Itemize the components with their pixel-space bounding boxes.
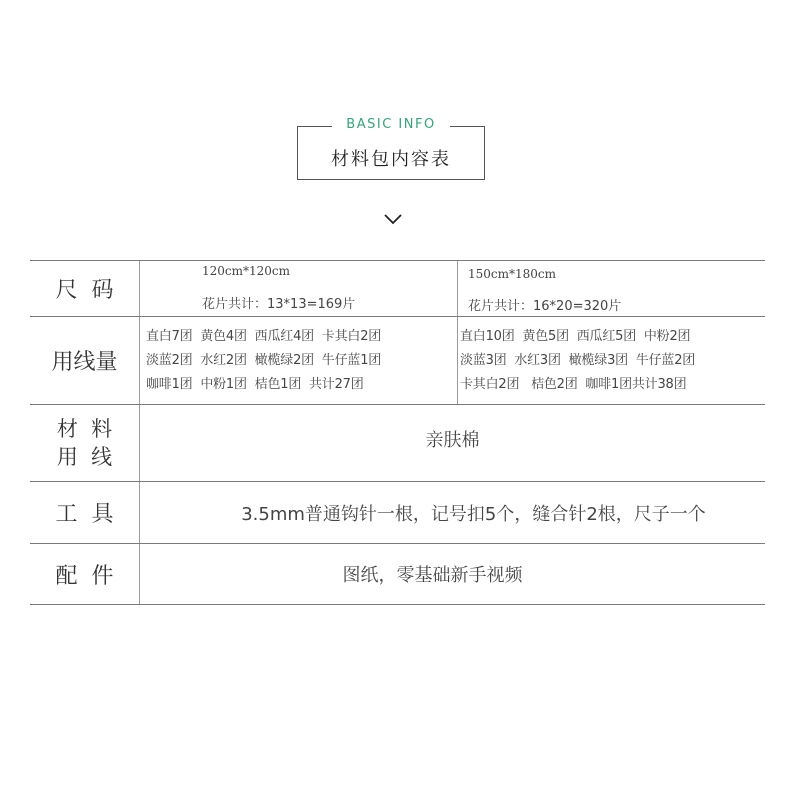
yarn-cell-small [140, 317, 458, 404]
chevron-down-icon [383, 212, 403, 226]
size-row [30, 260, 765, 317]
size-label: 尺 码 [30, 261, 140, 316]
title-box [297, 117, 485, 180]
material-label-top: 材 料 [56, 417, 113, 441]
page-title: 材料包内容表 [331, 149, 451, 170]
tools-row [30, 482, 765, 544]
material-row [30, 405, 765, 482]
material-value: 亲肤棉 [425, 430, 480, 451]
yarn-line: 直白10团 黄色5团 西瓜红5团 中粉2团 [460, 329, 691, 344]
yarn-cell-large [458, 317, 765, 404]
size-pieces-small: 花片共计：13*13=169片 [202, 297, 356, 312]
size-pieces-large: 花片共计：16*20=320片 [468, 299, 622, 314]
yarn-line: 淡蓝3团 水红3团 橄榄绿3团 牛仔蓝2团 [460, 353, 696, 368]
info-table [30, 260, 765, 605]
accessories-value: 图纸，零基础新手视频 [342, 565, 523, 586]
size-dimension-small: 120cm*120cm [202, 264, 291, 278]
yarn-row [30, 317, 765, 405]
accessories-label: 配 件 [30, 544, 140, 604]
size-cell-small [140, 261, 458, 316]
title-english: BASIC INFO [346, 117, 436, 132]
accessories-row [30, 544, 765, 605]
size-cell-large [458, 261, 765, 316]
material-label [30, 405, 140, 481]
tools-value: 3.5mm普通钩针一根，记号扣5个，缝合针2根，尺子一个 [241, 503, 706, 525]
material-label-bottom: 用 线 [56, 445, 113, 469]
size-dimension-large: 150cm*180cm [468, 267, 557, 281]
yarn-label: 用线量 [30, 317, 140, 404]
yarn-line: 直白7团 黄色4团 西瓜红4团 卡其白2团 [146, 329, 382, 344]
yarn-line: 淡蓝2团 水红2团 橄榄绿2团 牛仔蓝1团 [146, 353, 382, 368]
tools-label: 工 具 [30, 482, 140, 543]
yarn-line: 卡其白2团 桔色2团 咖啡1团共计38团 [460, 377, 687, 392]
yarn-line: 咖啡1团 中粉1团 桔色1团 共计27团 [146, 377, 364, 392]
